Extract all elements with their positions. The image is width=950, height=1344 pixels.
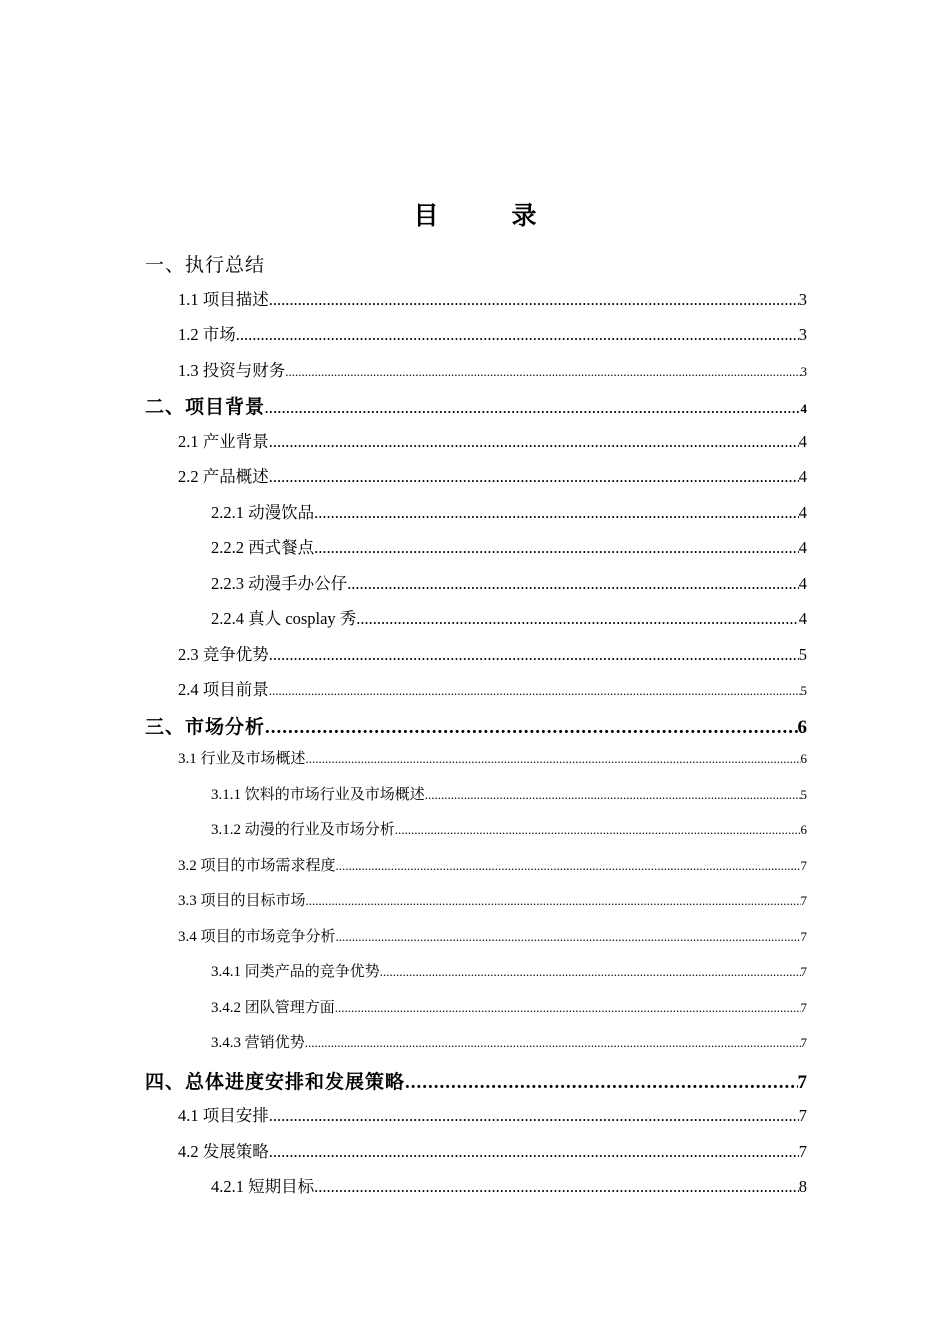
- toc-entry-1-1[interactable]: [0, 282, 950, 318]
- dot-leader: [265, 401, 800, 417]
- toc-entry-page: 7: [800, 893, 807, 908]
- toc-entry-page: 5: [800, 786, 807, 802]
- toc-entry-page: 7: [800, 964, 807, 979]
- toc-entry-4-2-1[interactable]: [0, 1169, 950, 1205]
- toc-entry-label: 2.2.3 动漫手办公仔: [211, 573, 348, 593]
- toc-entry-label: 1.3 投资与财务: [178, 360, 286, 380]
- toc-entry-page: 3: [800, 363, 807, 379]
- toc-entry-page: 4: [798, 502, 807, 522]
- toc-entry-label: 3.4.3 营销优势: [211, 1035, 305, 1051]
- dot-leader: [269, 1142, 799, 1162]
- toc-entry-3-3[interactable]: [0, 885, 950, 921]
- toc-entry-label: 1.2 市场: [178, 325, 236, 344]
- toc-entry-2-2-1[interactable]: [0, 495, 950, 531]
- toc-entry-1[interactable]: [0, 246, 950, 282]
- toc-entry-2-1[interactable]: [0, 424, 950, 460]
- toc-entry-3-1-1[interactable]: [0, 779, 950, 815]
- toc-entry-label: 2.2.2 西式餐点: [211, 538, 315, 557]
- dot-leader: [306, 751, 801, 767]
- toc-entry-page: 7: [800, 999, 807, 1015]
- toc-entry-label: 2.2.4 真人 cosplay 秀: [211, 609, 357, 628]
- toc-entry-label: 2.2 产品概述: [178, 467, 269, 486]
- toc-entry-page: 7: [798, 1141, 807, 1161]
- toc-entry-label: 4.2.1 短期目标: [211, 1177, 315, 1196]
- dot-leader: [356, 609, 798, 629]
- toc-entry-label: 4.2 发展策略: [178, 1141, 269, 1161]
- toc-entry-label: 3.3 项目的目标市场: [178, 893, 306, 909]
- toc-entry-3-1-2[interactable]: [0, 814, 950, 850]
- toc-entry-3[interactable]: [0, 708, 950, 744]
- toc-entry-1-2[interactable]: [0, 317, 950, 353]
- dot-leader: [425, 787, 801, 803]
- dot-leader: [395, 822, 801, 838]
- dot-leader: [269, 683, 801, 699]
- toc-entry-page: 8: [798, 1177, 807, 1196]
- table-of-contents: [0, 246, 950, 1205]
- toc-entry-label: 3.4.1 同类产品的竞争优势: [211, 964, 380, 980]
- toc-entry-2-2-2[interactable]: [0, 530, 950, 566]
- toc-entry-label: 三、市场分析: [145, 716, 266, 738]
- toc-entry-page: 3: [798, 325, 807, 344]
- toc-entry-3-1[interactable]: [0, 743, 950, 779]
- toc-entry-label: 3.1.2 动漫的行业及市场分析: [211, 822, 395, 838]
- toc-entry-3-4[interactable]: [0, 921, 950, 957]
- toc-entry-page: 5: [800, 683, 807, 698]
- dot-leader: [336, 858, 801, 874]
- dot-leader: [306, 893, 801, 909]
- dot-leader: [269, 432, 799, 452]
- dot-leader: [236, 325, 799, 345]
- toc-entry-1-3[interactable]: [0, 353, 950, 389]
- toc-entry-2-3[interactable]: [0, 637, 950, 673]
- dot-leader: [285, 364, 800, 380]
- toc-entry-label: 3.4 项目的市场竞争分析: [178, 928, 336, 945]
- toc-entry-label: 3.4.2 团队管理方面: [211, 999, 335, 1016]
- toc-entry-page: 4: [800, 401, 808, 416]
- dot-leader: [269, 467, 799, 487]
- toc-entry-page: 6: [797, 716, 808, 738]
- toc-entry-3-2[interactable]: [0, 850, 950, 886]
- toc-entry-page: 7: [800, 1035, 807, 1050]
- toc-entry-page: 4: [798, 431, 807, 451]
- toc-entry-3-4-2[interactable]: [0, 992, 950, 1028]
- toc-entry-page: 7: [798, 1106, 807, 1125]
- dot-leader: [380, 964, 801, 980]
- toc-entry-3-4-1[interactable]: [0, 956, 950, 992]
- toc-entry-label: 3.2 项目的市场需求程度: [178, 857, 336, 874]
- toc-entry-page: 4: [798, 609, 807, 628]
- dot-leader: [314, 538, 799, 558]
- toc-entry-label: 1.1 项目描述: [178, 289, 269, 309]
- toc-entry-label: 2.3 竞争优势: [178, 644, 269, 664]
- dot-leader: [269, 290, 799, 310]
- toc-entry-label: 3.1 行业及市场概述: [178, 751, 306, 767]
- toc-entry-label: 2.4 项目前景: [178, 680, 269, 699]
- toc-entry-label: 一、执行总结: [145, 255, 266, 276]
- dot-leader: [314, 1177, 799, 1197]
- toc-entry-label: 2.1 产业背景: [178, 431, 269, 451]
- toc-entry-2-2-3[interactable]: [0, 566, 950, 602]
- toc-entry-page: 3: [798, 289, 807, 309]
- dot-leader: [405, 1072, 797, 1094]
- toc-entry-page: 7: [797, 1071, 808, 1093]
- dot-leader: [265, 717, 797, 739]
- dot-leader: [335, 1000, 801, 1016]
- dot-leader: [314, 503, 799, 523]
- toc-entry-label: 2.2.1 动漫饮品: [211, 502, 315, 522]
- toc-entry-page: 4: [798, 573, 807, 593]
- toc-entry-page: 7: [800, 857, 807, 873]
- toc-entry-page: 4: [798, 467, 807, 486]
- dot-leader: [347, 574, 799, 594]
- toc-entry-2-2[interactable]: [0, 459, 950, 495]
- toc-entry-4-1[interactable]: [0, 1098, 950, 1134]
- toc-entry-3-4-3[interactable]: [0, 1027, 950, 1063]
- toc-entry-page: 6: [800, 822, 807, 837]
- toc-entry-page: 7: [800, 928, 807, 944]
- toc-entry-2[interactable]: [0, 388, 950, 424]
- dot-leader: [269, 645, 799, 665]
- dot-leader: [336, 929, 801, 945]
- toc-entry-label: 3.1.1 饮料的市场行业及市场概述: [211, 786, 425, 803]
- toc-entry-4-2[interactable]: [0, 1134, 950, 1170]
- toc-entry-4[interactable]: [0, 1063, 950, 1099]
- dot-leader: [269, 1106, 799, 1126]
- toc-entry-page: 4: [798, 538, 807, 557]
- toc-title: 目 录: [413, 203, 561, 230]
- toc-entry-label: 二、项目背景: [145, 397, 266, 418]
- toc-entry-page: 6: [800, 751, 807, 766]
- dot-leader: [305, 1035, 801, 1051]
- toc-entry-label: 4.1 项目安排: [178, 1106, 269, 1125]
- toc-entry-2-2-4[interactable]: [0, 601, 950, 637]
- toc-entry-page: 5: [798, 644, 807, 664]
- toc-entry-2-4[interactable]: [0, 672, 950, 708]
- toc-entry-label: 四、总体进度安排和发展策略: [145, 1071, 406, 1093]
